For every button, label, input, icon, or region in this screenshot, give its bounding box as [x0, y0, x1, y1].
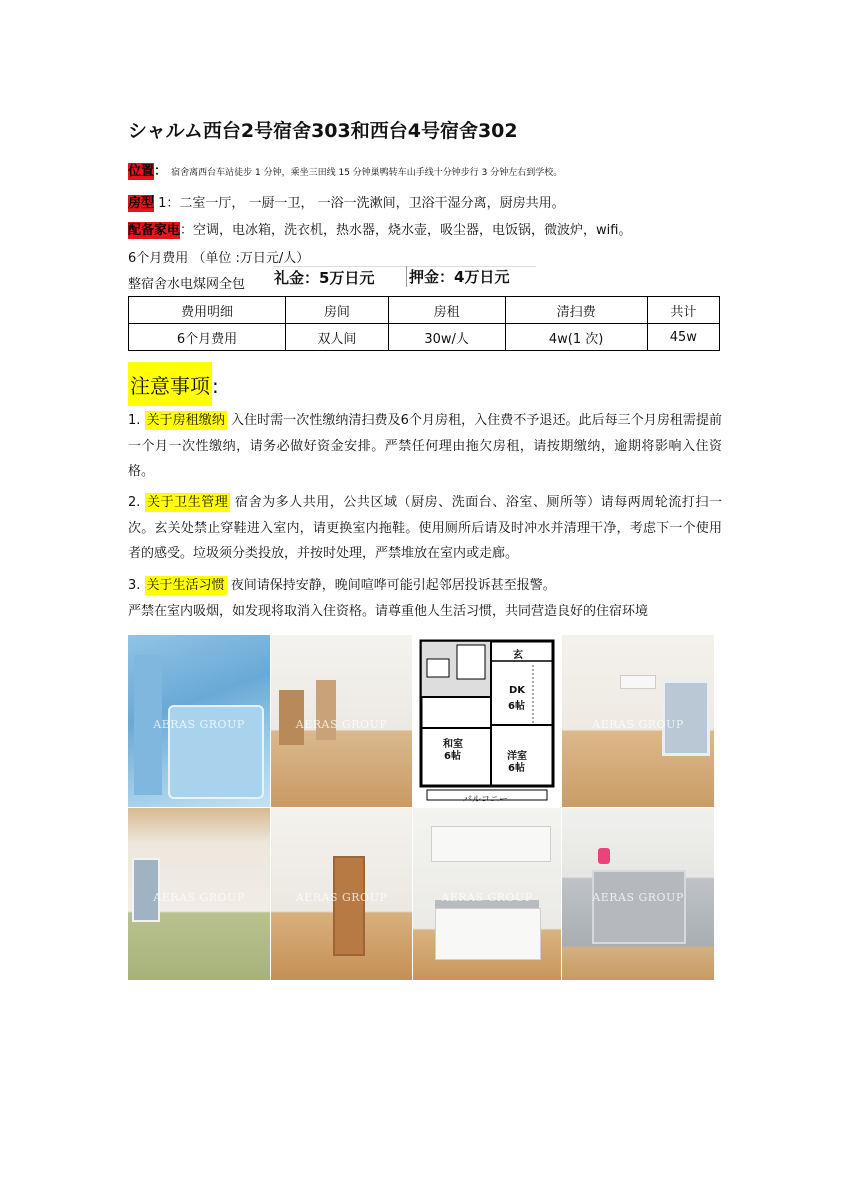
page-title: シャルム西台2号宿舍303和西台4号宿舍302	[128, 120, 518, 142]
table-cell: 6个月费用	[129, 324, 286, 351]
western-room-photo	[562, 635, 714, 807]
dk-size: 6帖	[508, 701, 525, 712]
table-header-row	[129, 297, 720, 324]
utilities-text: 整宿舍水电煤网全包	[128, 277, 246, 292]
washitsu-label: 和室	[443, 739, 463, 750]
room-type-line	[128, 192, 565, 211]
entrance-label: 玄	[513, 650, 523, 661]
watermark: AERAS GROUP	[153, 890, 245, 904]
living-room-photo	[271, 635, 412, 807]
air-conditioner	[620, 675, 656, 689]
notice-item-3: 3. 关于生活习惯 夜间请保持安静，晚间喧哗可能引起邻居投诉甚至报警。 严禁在室内吸烟，如发现将取消入住资格。请尊重他人生活习惯，共同营造良好的住宿环境	[128, 578, 649, 619]
table-cell: 双人间	[286, 324, 389, 351]
dk-room-photo	[271, 808, 412, 980]
table-cell: 30w/人	[388, 324, 505, 351]
appliances-line	[128, 219, 631, 238]
fee-table	[128, 296, 720, 351]
door	[316, 680, 336, 740]
notice-title: 注意事项	[128, 362, 212, 406]
header-cell: 房间	[286, 297, 389, 324]
header-cell: 费用明细	[129, 297, 286, 324]
door	[333, 856, 365, 956]
table-row	[129, 324, 720, 351]
watermark: AERAS GROUP	[295, 890, 388, 904]
fee-period: 6个月费用 （单位 :万日元/人）	[128, 251, 310, 266]
floor-plan	[413, 635, 561, 807]
notice-item-1: 1. 关于房租缴纳 入住时需一次性缴纳清扫费及6个月房租，入住费不予退还。此后每三个月房租需提前一个月一次性缴纳，请务必做好资金安排。严禁任何理由拖欠房租，请按期缴纳，逾期将影响入住资格。	[128, 413, 722, 479]
bathroom-photo	[128, 635, 270, 807]
header-cell: 房租	[388, 297, 505, 324]
deposit: 押金：4万日元	[406, 266, 509, 287]
floor-plan-drawing	[413, 635, 561, 807]
room-type-text: 1：二室一厅， 一厨一卫， 一浴一洗漱间，卫浴干湿分离，厨房共用。	[154, 196, 565, 211]
notice-item-2: 2. 关于卫生管理 宿舍为多人共用，公共区域（厨房、洗面台、浴室、厕所等）请每两周轮流打扫一次。玄关处禁止穿鞋进入室内，请更换室内拖鞋。使用厕所后请及时冲水并清理干净，考虑下一个使用者的感受。垃圾须分类投放，并按时处理，严禁堆放在室内或走廊。	[128, 495, 722, 561]
washitsu-size: 6帖	[444, 751, 461, 762]
watermark: AERAS GROUP	[295, 717, 388, 731]
appliances-text: ：空调，电冰箱，洗衣机，热水器，烧水壶，吸尘器，电饭锅，微波炉，wifi。	[180, 223, 632, 238]
location-line: 位置： 宿舍离西台车站徒步 1 分钟，乘坐三田线 15 分钟巣鸭转车山手线十分钟步行 3 分钟左右到学校。	[128, 164, 563, 179]
watermark: AERAS GROUP	[592, 890, 684, 904]
table-cell: 45w	[647, 324, 719, 351]
item-heading: 关于生活习惯	[146, 578, 225, 593]
youshitsu-label: 洋室	[507, 751, 527, 762]
location-text: 宿舍离西台车站徒步 1 分钟，乘坐三田线 15 分钟巣鸭转车山手线十分钟步行 3 分钟左右到学校。	[171, 168, 563, 178]
youshitsu-size: 6帖	[508, 763, 525, 774]
sink-basin	[592, 870, 686, 944]
header-cell: 共计	[647, 297, 719, 324]
key-money: 礼金：5万日元	[274, 269, 375, 287]
item-heading: 关于房租缴纳	[146, 413, 225, 428]
watermark: AERAS GROUP	[441, 890, 533, 904]
lower-cabinet	[435, 908, 541, 960]
watermark: AERAS GROUP	[592, 717, 684, 731]
notice-heading: 注意事项 :	[128, 370, 219, 399]
watermark: AERAS GROUP	[153, 717, 245, 731]
kitchen-photo	[413, 808, 561, 980]
location-label: 位置	[128, 164, 155, 179]
header-cell: 清扫费	[505, 297, 647, 324]
sink-photo	[562, 808, 714, 980]
item-heading: 关于卫生管理	[147, 495, 229, 510]
appliances-label: 配备家电	[128, 223, 181, 238]
table-cell: 4w(1 次)	[505, 324, 647, 351]
room-type-label: 房型	[128, 196, 155, 211]
tatami-room-photo	[128, 808, 270, 980]
dish-soap	[598, 848, 610, 864]
dk-label: DK	[509, 685, 526, 696]
balcony-label: バルコニー	[463, 795, 509, 805]
upper-cabinet	[431, 826, 551, 862]
